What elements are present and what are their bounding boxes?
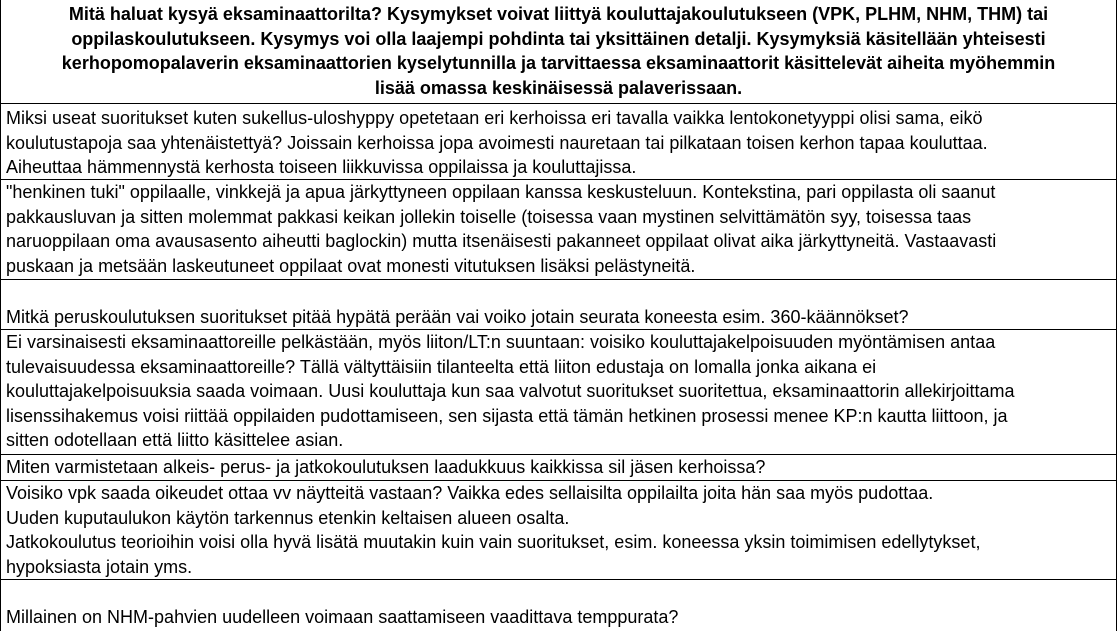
cell-line: Mitkä peruskoulutuksen suoritukset pitää hypätä perään vai voiko jotain seurata koneesta esim. 360-käännökset?: [6, 306, 909, 327]
question-cell[interactable]: [1, 481, 1116, 580]
header-line: oppilaskoulutukseen. Kysymys voi olla laajempi pohdinta tai yksittäinen detalji. Kysymyksiä käsitellään yhteisesti: [71, 28, 1046, 49]
cell-line: kouluttajakelpoisuuksia saada voimaan. Uusi kouluttaja kun saa valvotut suoritukset suoritettua, eksaminaattorin allekirjoittama: [6, 381, 1015, 402]
cell-line: naruoppilaan oma avausasento aiheutti baglockin) mutta itsenäisesti pakanneet oppilaat olivat aika järkyttyneitä. Vastaavasti: [6, 231, 997, 252]
header-line: Mitä haluat kysyä eksaminaattorilta? Kysymykset voivat liittyä kouluttajakoulutukseen (VPK, PLHM, NHM, THM) tai: [68, 4, 1049, 24]
cell-line: tulevaisuudessa eksaminaattoreille? Tällä vältyttäisiin tilanteelta että liiton edustaja on lomalla jonka aikana ei: [6, 356, 877, 377]
cell-line: Voisiko vpk saada oikeudet ottaa vv näytteitä vastaan? Vaikka edes sellaisilta oppilailta joita hän saa myös pudottaa.: [6, 483, 934, 503]
cell-line: Millainen on NHM-pahvien uudelleen voimaan saattamiseen vaadittava temppurata?: [6, 606, 679, 627]
header-cell[interactable]: [1, 0, 1116, 104]
question-cell[interactable]: [1, 580, 1116, 631]
header-line: lisää omassa keskinäisessä palaverissaan.: [374, 77, 743, 98]
cell-line: Uuden kuputaulukon käytön tarkennus etenkin keltaisen alueen osalta.: [6, 507, 570, 528]
cell-line: Miten varmistetaan alkeis- perus- ja jatkokoulutuksen laadukkuus kaikkissa sil jäsen kerhoissa?: [6, 457, 766, 477]
cell-line: Ei varsinaisesti eksaminaattoreille pelkästään, myös liiton/LT:n suuntaan: voisiko kouluttajakelpoisuuden myöntämisen antaa: [6, 332, 996, 352]
question-cell[interactable]: [1, 280, 1116, 330]
cell-line: pakkausluvan ja sitten molemmat pakkasi keikan jollekin toiselle (toisessa vaan mystinen selvittämätön syy, toisessa taas: [6, 206, 972, 227]
cell-line: puskaan ja metsään laskeutuneet oppilaat ovat monesti vitutuksen lisäksi pelästyneitä.: [6, 255, 696, 276]
cell-line: hypoksiasta jotain yms.: [6, 556, 193, 577]
question-cell[interactable]: [1, 180, 1116, 280]
cell-line: sitten odotellaan että liitto käsittelee asian.: [6, 430, 344, 451]
cell-line: Aiheuttaa hämmennystä kerhosta toiseen liikkuvissa oppilaissa ja kouluttajissa.: [6, 157, 637, 178]
cell-line: [6, 280, 1116, 305]
cell-line: Miksi useat suoritukset kuten sukellus-uloshyppy opetetaan eri kerhoissa eri tavalla vaikka lentokonetyyppi olisi sama, eikö: [6, 108, 983, 128]
cell-line: Jatkokoulutus teorioihin voisi olla hyvä lisätä muutakin kuin vain suoritukset, esim. koneessa yksin toimimisen edellytykset,: [6, 532, 981, 553]
cell-line: [6, 580, 1116, 605]
cell-line: koulutustapoja saa yhtenäistettyä? Joissain kerhoissa jopa avoimesti nauretaan tai pilkataan toisen kerhon tapaa kouluttaa.: [6, 132, 988, 153]
question-cell[interactable]: [1, 330, 1116, 455]
question-cell[interactable]: [1, 455, 1116, 481]
cell-line: "henkinen tuki" oppilaalle, vinkkejä ja apua järkyttyneen oppilaan kanssa keskusteluun. Kontekstina, pari oppilasta oli saanut: [6, 182, 996, 202]
cell-line: lisenssihakemus voisi riittää oppilaiden pudottamiseen, sen sijasta että tämän hetkinen prosessi menee KP:n kautta liittoon, ja: [6, 405, 1008, 426]
header-line: kerhopomopalaverin eksaminaattorien kyselytunnilla ja tarvittaessa eksaminaattorit käsittelevät aiheita myöhemmin: [61, 53, 1056, 73]
question-cell[interactable]: [1, 104, 1116, 180]
